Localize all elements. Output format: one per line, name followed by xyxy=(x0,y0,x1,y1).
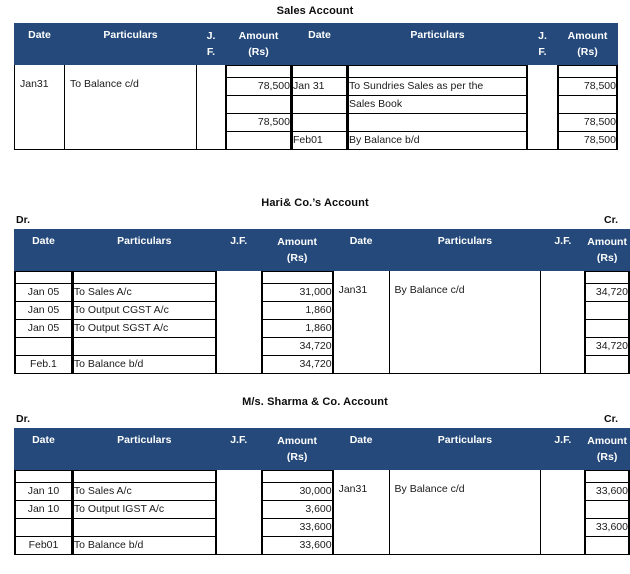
amount-spacer xyxy=(262,272,332,284)
amount-cell-bd: 34,720 xyxy=(262,356,332,374)
particulars-cell-3: By Balance b/d xyxy=(349,132,527,150)
col-header-jf-credit xyxy=(528,24,558,65)
particulars-cell: To Sundries Sales as per the xyxy=(349,78,527,96)
cell-jf-credit xyxy=(541,470,585,555)
amount-cell-bd: 78,500 xyxy=(559,132,617,150)
table-row xyxy=(15,271,630,374)
col-header-particulars-credit: Particulars xyxy=(389,230,541,271)
date-cell: Jan 10 xyxy=(16,483,72,501)
cell-jf-credit xyxy=(528,65,558,150)
col-header-particulars-debit: Particulars xyxy=(72,429,216,470)
amount-filler xyxy=(227,96,291,114)
amount-cell-total: 34,720 xyxy=(586,338,629,356)
cell-amount-credit xyxy=(585,271,630,374)
amount-line-2: (Rs) xyxy=(286,252,308,264)
amount-line-2: (Rs) xyxy=(577,46,598,58)
cell-amount-debit xyxy=(261,470,333,555)
ledger-block-hari xyxy=(0,196,630,374)
date-subtable-credit xyxy=(292,65,347,149)
amount-spacer xyxy=(262,471,332,483)
cell-jf-debit xyxy=(216,470,261,555)
cell-date-credit xyxy=(333,271,389,374)
amount-cell-total: 34,720 xyxy=(262,338,332,356)
particulars-cell: To Sales A/c xyxy=(73,483,215,501)
amount-spacer xyxy=(586,471,629,483)
amount-subtable-credit xyxy=(585,271,629,373)
cell-amount-credit xyxy=(558,65,618,150)
amount-filler xyxy=(586,501,629,519)
cell-date-credit xyxy=(333,470,389,555)
credit-label: Cr. xyxy=(603,214,618,226)
amount-cell: 78,500 xyxy=(559,78,617,96)
amount-line-1: Amount xyxy=(277,236,317,248)
amount-cell: 3,600 xyxy=(262,501,332,519)
amount-subtable-debit xyxy=(262,470,333,554)
col-header-amount-credit xyxy=(585,230,630,271)
amount-filler xyxy=(586,302,629,320)
col-header-jf-debit: J.F. xyxy=(216,230,261,271)
date-cell: Feb01 xyxy=(16,537,72,555)
amount-line-1: Amount xyxy=(277,435,317,447)
amount-cell-total: 78,500 xyxy=(227,114,291,132)
col-header-date-debit: Date xyxy=(15,429,73,470)
date-spacer xyxy=(16,471,72,483)
date-cell: Feb.1 xyxy=(16,356,72,374)
amount-cell-bd: 33,600 xyxy=(262,537,332,555)
col-header-particulars-debit: Particulars xyxy=(65,24,197,65)
amount-line-1: Amount xyxy=(587,236,627,248)
table-header-row xyxy=(15,24,618,65)
amount-cell-empty xyxy=(586,537,629,555)
amount-filler-2 xyxy=(586,320,629,338)
ledger-block-sharma xyxy=(0,395,630,555)
jf-line-1: J. xyxy=(538,30,547,42)
drcr-row xyxy=(0,413,630,428)
cell-particulars-credit-text: By Balance c/d xyxy=(394,483,465,495)
particulars-cell: To Sales A/c xyxy=(73,284,215,302)
particulars-filler xyxy=(73,519,215,537)
col-header-jf-credit: J.F. xyxy=(541,230,585,271)
date-cell: Jan 05 xyxy=(16,320,72,338)
jf-line-2: F. xyxy=(538,46,547,58)
amount-line-2: (Rs) xyxy=(596,451,618,463)
ledger-table-sharma xyxy=(14,428,630,555)
amount-line-1: Amount xyxy=(238,30,279,42)
cell-particulars-credit xyxy=(389,271,541,374)
cell-particulars-credit xyxy=(389,470,541,555)
ledger-block-sales xyxy=(0,4,630,150)
date-cell: Jan 05 xyxy=(16,302,72,320)
cell-date-debit xyxy=(15,271,73,374)
amount-cell-total: 78,500 xyxy=(559,114,617,132)
debit-label: Dr. xyxy=(16,413,31,425)
jf-line-2: F. xyxy=(206,46,216,58)
date-cell-2: Feb01 xyxy=(293,132,347,150)
cell-particulars-debit xyxy=(72,470,216,555)
amount-subtable-credit xyxy=(558,65,617,149)
cell-amount-debit xyxy=(226,65,292,150)
amount-subtable-debit xyxy=(262,271,333,373)
cell-jf-debit xyxy=(197,65,226,150)
cell-jf-debit xyxy=(216,271,261,374)
cell-particulars-credit xyxy=(348,65,528,150)
ledger-title: M/s. Sharma & Co. Account xyxy=(242,396,388,408)
cell-date-credit-text: Jan31 xyxy=(338,284,368,296)
particulars-spacer xyxy=(73,272,215,284)
credit-label: Cr. xyxy=(603,413,618,425)
col-header-particulars-debit: Particulars xyxy=(72,230,216,271)
particulars-subtable-debit xyxy=(73,470,216,554)
amount-cell: 33,600 xyxy=(586,483,629,501)
amount-line-2: (Rs) xyxy=(596,252,618,264)
date-filler xyxy=(16,519,72,537)
date-filler xyxy=(293,96,347,114)
amount-cell: 1,860 xyxy=(262,302,332,320)
col-header-particulars-credit: Particulars xyxy=(348,24,528,65)
cell-date-debit xyxy=(15,65,65,150)
particulars-cell: To Balance b/d xyxy=(73,537,215,555)
col-header-jf-debit xyxy=(197,24,226,65)
jf-line-1: J. xyxy=(206,30,216,42)
amount-line-1: Amount xyxy=(567,30,608,42)
date-spacer xyxy=(293,66,347,78)
amount-line-2: (Rs) xyxy=(286,451,308,463)
amount-cell: 34,720 xyxy=(586,284,629,302)
cell-date-debit-text: Jan31 xyxy=(20,78,49,90)
amount-line-2: (Rs) xyxy=(248,46,269,58)
cell-jf-credit xyxy=(541,271,585,374)
date-cell: Jan 05 xyxy=(16,284,72,302)
cell-particulars-debit-text: To Balance c/d xyxy=(70,78,139,90)
col-header-particulars-credit: Particulars xyxy=(389,429,541,470)
amount-cell-empty xyxy=(227,132,291,150)
col-header-amount-credit xyxy=(558,24,618,65)
ledger-title: Sales Account xyxy=(276,5,354,17)
amount-cell: 30,000 xyxy=(262,483,332,501)
cell-amount-debit xyxy=(261,271,333,374)
particulars-subtable-credit xyxy=(348,65,527,149)
date-filler xyxy=(16,338,72,356)
col-header-amount-debit xyxy=(226,24,292,65)
amount-subtable-debit xyxy=(226,65,291,149)
ledger-title: Hari& Co.’s Account xyxy=(261,197,369,209)
amount-cell-total: 33,600 xyxy=(586,519,629,537)
table-row xyxy=(15,65,618,150)
date-subtable-debit xyxy=(15,470,72,554)
ledger-table-sales xyxy=(14,23,618,150)
amount-cell-empty xyxy=(586,356,629,374)
table-row xyxy=(15,470,630,555)
col-header-date-credit: Date xyxy=(333,230,389,271)
cell-date-debit xyxy=(15,470,73,555)
particulars-spacer xyxy=(73,471,215,483)
ledger-table-hari xyxy=(14,229,630,374)
particulars-cell: To Output CGST A/c xyxy=(73,302,215,320)
amount-spacer xyxy=(559,66,617,78)
amount-cell-total: 33,600 xyxy=(262,519,332,537)
date-cell: Jan 31 xyxy=(293,78,347,96)
cell-date-credit xyxy=(292,65,348,150)
amount-filler xyxy=(559,96,617,114)
particulars-filler xyxy=(73,338,215,356)
col-header-date-debit: Date xyxy=(15,24,65,65)
drcr-row xyxy=(0,214,630,229)
cell-date-credit-text: Jan31 xyxy=(338,483,368,495)
col-header-amount-credit xyxy=(585,429,630,470)
amount-spacer xyxy=(227,66,291,78)
particulars-cell: To Balance b/d xyxy=(73,356,215,374)
col-header-jf-debit: J.F. xyxy=(216,429,261,470)
cell-amount-credit xyxy=(585,470,630,555)
particulars-spacer xyxy=(349,66,527,78)
particulars-cell: To Output SGST A/c xyxy=(73,320,215,338)
amount-cell: 1,860 xyxy=(262,320,332,338)
amount-subtable-credit xyxy=(585,470,629,554)
debit-label: Dr. xyxy=(16,214,31,226)
col-header-date-credit: Date xyxy=(333,429,389,470)
amount-cell: 31,000 xyxy=(262,284,332,302)
col-header-date-credit: Date xyxy=(292,24,348,65)
col-header-amount-debit xyxy=(261,429,333,470)
particulars-cell-2: Sales Book xyxy=(349,96,527,114)
cell-particulars-debit xyxy=(72,271,216,374)
table-header-row xyxy=(15,230,630,271)
amount-line-1: Amount xyxy=(587,435,627,447)
date-spacer xyxy=(16,272,72,284)
table-header-row xyxy=(15,429,630,470)
particulars-cell: To Output IGST A/c xyxy=(73,501,215,519)
particulars-subtable-debit xyxy=(73,271,216,373)
amount-cell: 78,500 xyxy=(227,78,291,96)
date-filler-2 xyxy=(293,114,347,132)
date-cell: Jan 10 xyxy=(16,501,72,519)
date-subtable-debit xyxy=(15,271,72,373)
cell-particulars-credit-text: By Balance c/d xyxy=(394,284,465,296)
particulars-filler xyxy=(349,114,527,132)
amount-spacer xyxy=(586,272,629,284)
cell-particulars-debit xyxy=(65,65,197,150)
col-header-amount-debit xyxy=(261,230,333,271)
col-header-date-debit: Date xyxy=(15,230,73,271)
col-header-jf-credit: J.F. xyxy=(541,429,585,470)
